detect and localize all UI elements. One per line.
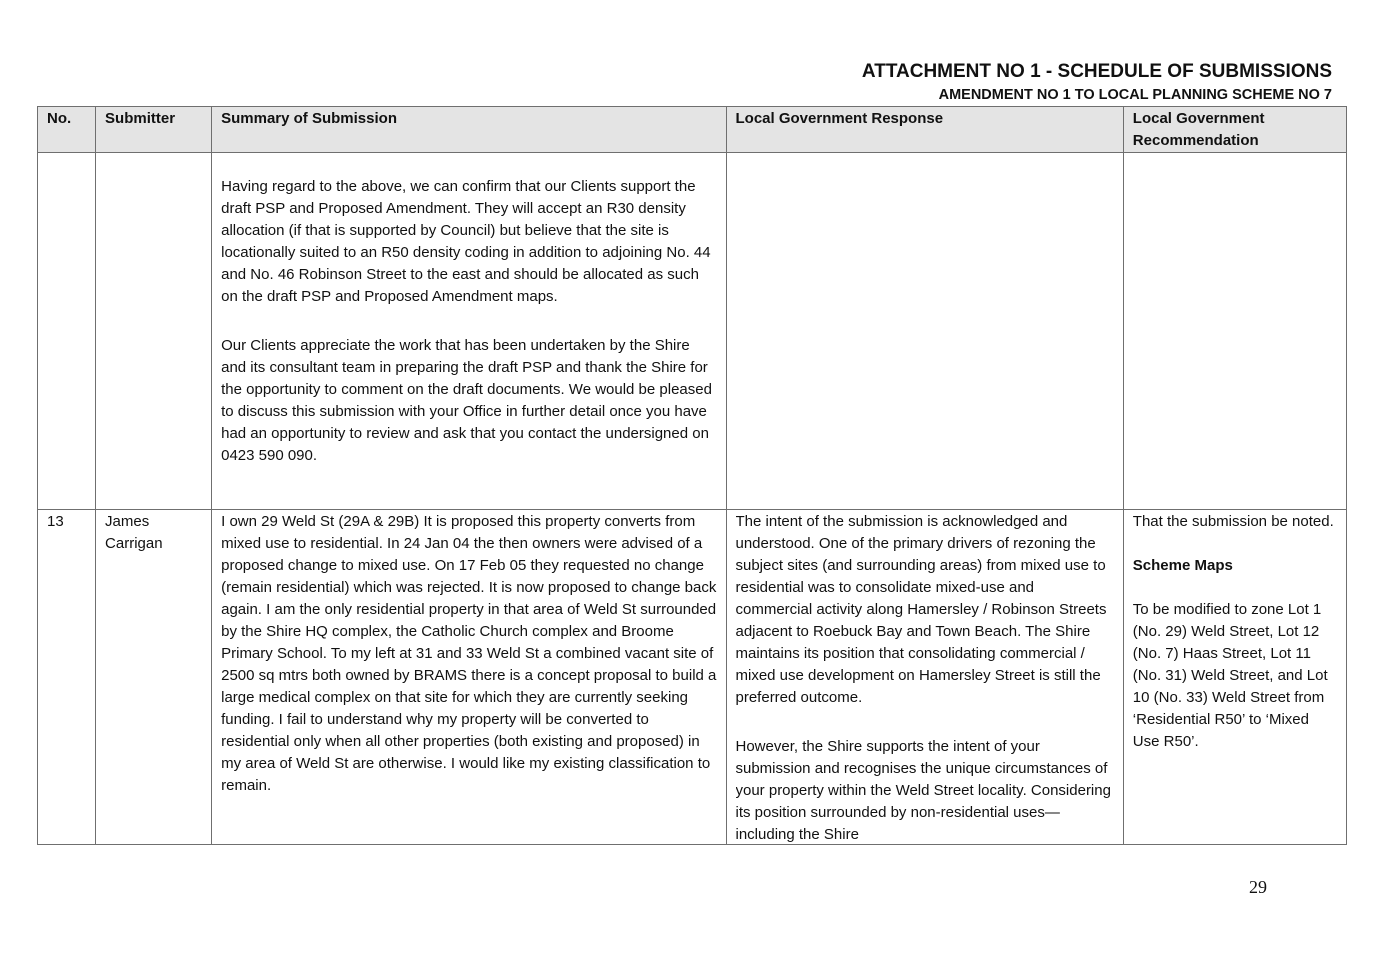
table-row-13 xyxy=(38,510,1347,845)
recommendation-heading: Scheme Maps xyxy=(1132,557,1233,574)
response-paragraph: The intent of the submission is acknowledged and understood. One of the primary drivers of rezoning the subject sites (and surrounding areas) from mixed use to residential was to consolidate mixed-use and commercial activity along Hamersley / Robinson Streets adjacent to Roebuck Bay and Town Beach. The Shire maintains its position that consolidating commercial / mixed use development on Hamersley Street is still the preferred outcome. xyxy=(735,513,1107,706)
summary-paragraph: Having regard to the above, we can confirm that our Clients support the draft PSP and Proposed Amendment. They will accept an R30 density allocation (if that is supported by Council) but believe that the site is locationally suited to an R50 density coding in addition to adjoining No. 44 and No. 46 Robinson Street to the east and should be allocated as such on the draft PSP and Proposed Amendment maps. xyxy=(221,178,711,305)
cell-submission-number: 13 xyxy=(38,510,96,845)
document-subtitle: AMENDMENT NO 1 TO LOCAL PLANNING SCHEME NO 7 xyxy=(938,87,1332,103)
column-header-summary: Summary of Submission xyxy=(212,107,726,153)
cell-recommendation xyxy=(1123,510,1346,845)
page-number: 29 xyxy=(1249,877,1267,897)
column-header-response: Local Government Response xyxy=(726,107,1123,153)
column-header-no: No. xyxy=(38,107,96,153)
summary-paragraph: Our Clients appreciate the work that has been undertaken by the Shire and its consultant team in preparing the draft PSP and thank the Shire for the opportunity to comment on the draft documents. We would be pleased to discuss this submission with your Office in further detail once you have had an opportunity to review and ask that you contact the undersigned on 0423 590 090. xyxy=(221,337,712,464)
cell-no-empty xyxy=(38,153,96,510)
submissions-table xyxy=(37,106,1347,845)
cell-recommendation-empty xyxy=(1123,153,1346,510)
table-row-continuation xyxy=(38,153,1347,510)
cell-response-empty xyxy=(726,153,1123,510)
table-header-row xyxy=(38,107,1347,153)
document-title: ATTACHMENT NO 1 - SCHEDULE OF SUBMISSIONS xyxy=(861,61,1332,82)
cell-submitter-name: James Carrigan xyxy=(96,510,212,845)
cell-submitter-empty xyxy=(96,153,212,510)
cell-summary-continuation xyxy=(212,153,726,510)
recommendation-body: To be modified to zone Lot 1 (No. 29) Weld Street, Lot 12 (No. 7) Haas Street, Lot 11 (No. 31) Weld Street, and Lot 10 (No. 33) Weld Street from ‘Residential R50’ to ‘Mixed Use R50’. xyxy=(1132,601,1328,750)
column-header-submitter: Submitter xyxy=(96,107,212,153)
cell-summary xyxy=(212,510,726,845)
recommendation-intro: That the submission be noted. xyxy=(1132,513,1334,530)
summary-text: I own 29 Weld St (29A & 29B) It is proposed this property converts from mixed use to residential. In 24 Jan 04 the then owners were advised of a proposed change to mixed use. On 17 Feb 05 they requested no change (remain residential) which was rejected. It is now proposed to change back again. I am the only residential property in that area of Weld St surrounded by the Shire HQ complex, the Catholic Church complex and Broome Primary School. To my left at 31 and 33 Weld St a combined vacant site of 2500 sq mtrs both owned by BRAMS there is a concept proposal to build a large medical complex on that site for which they are currently seeking funding. I fail to understand why my property will be converted to residential only when all other properties (both existing and proposed) in my area of Weld St are otherwise. I would like my existing classification to remain. xyxy=(221,513,717,794)
column-header-recommendation: Local Government Recommendation xyxy=(1123,107,1346,153)
cell-response xyxy=(726,510,1123,845)
response-paragraph: However, the Shire supports the intent of your submission and recognises the unique circumstances of your property within the Weld Street locality. Considering its position surrounded by non-residential uses—including the Shire xyxy=(735,738,1111,843)
